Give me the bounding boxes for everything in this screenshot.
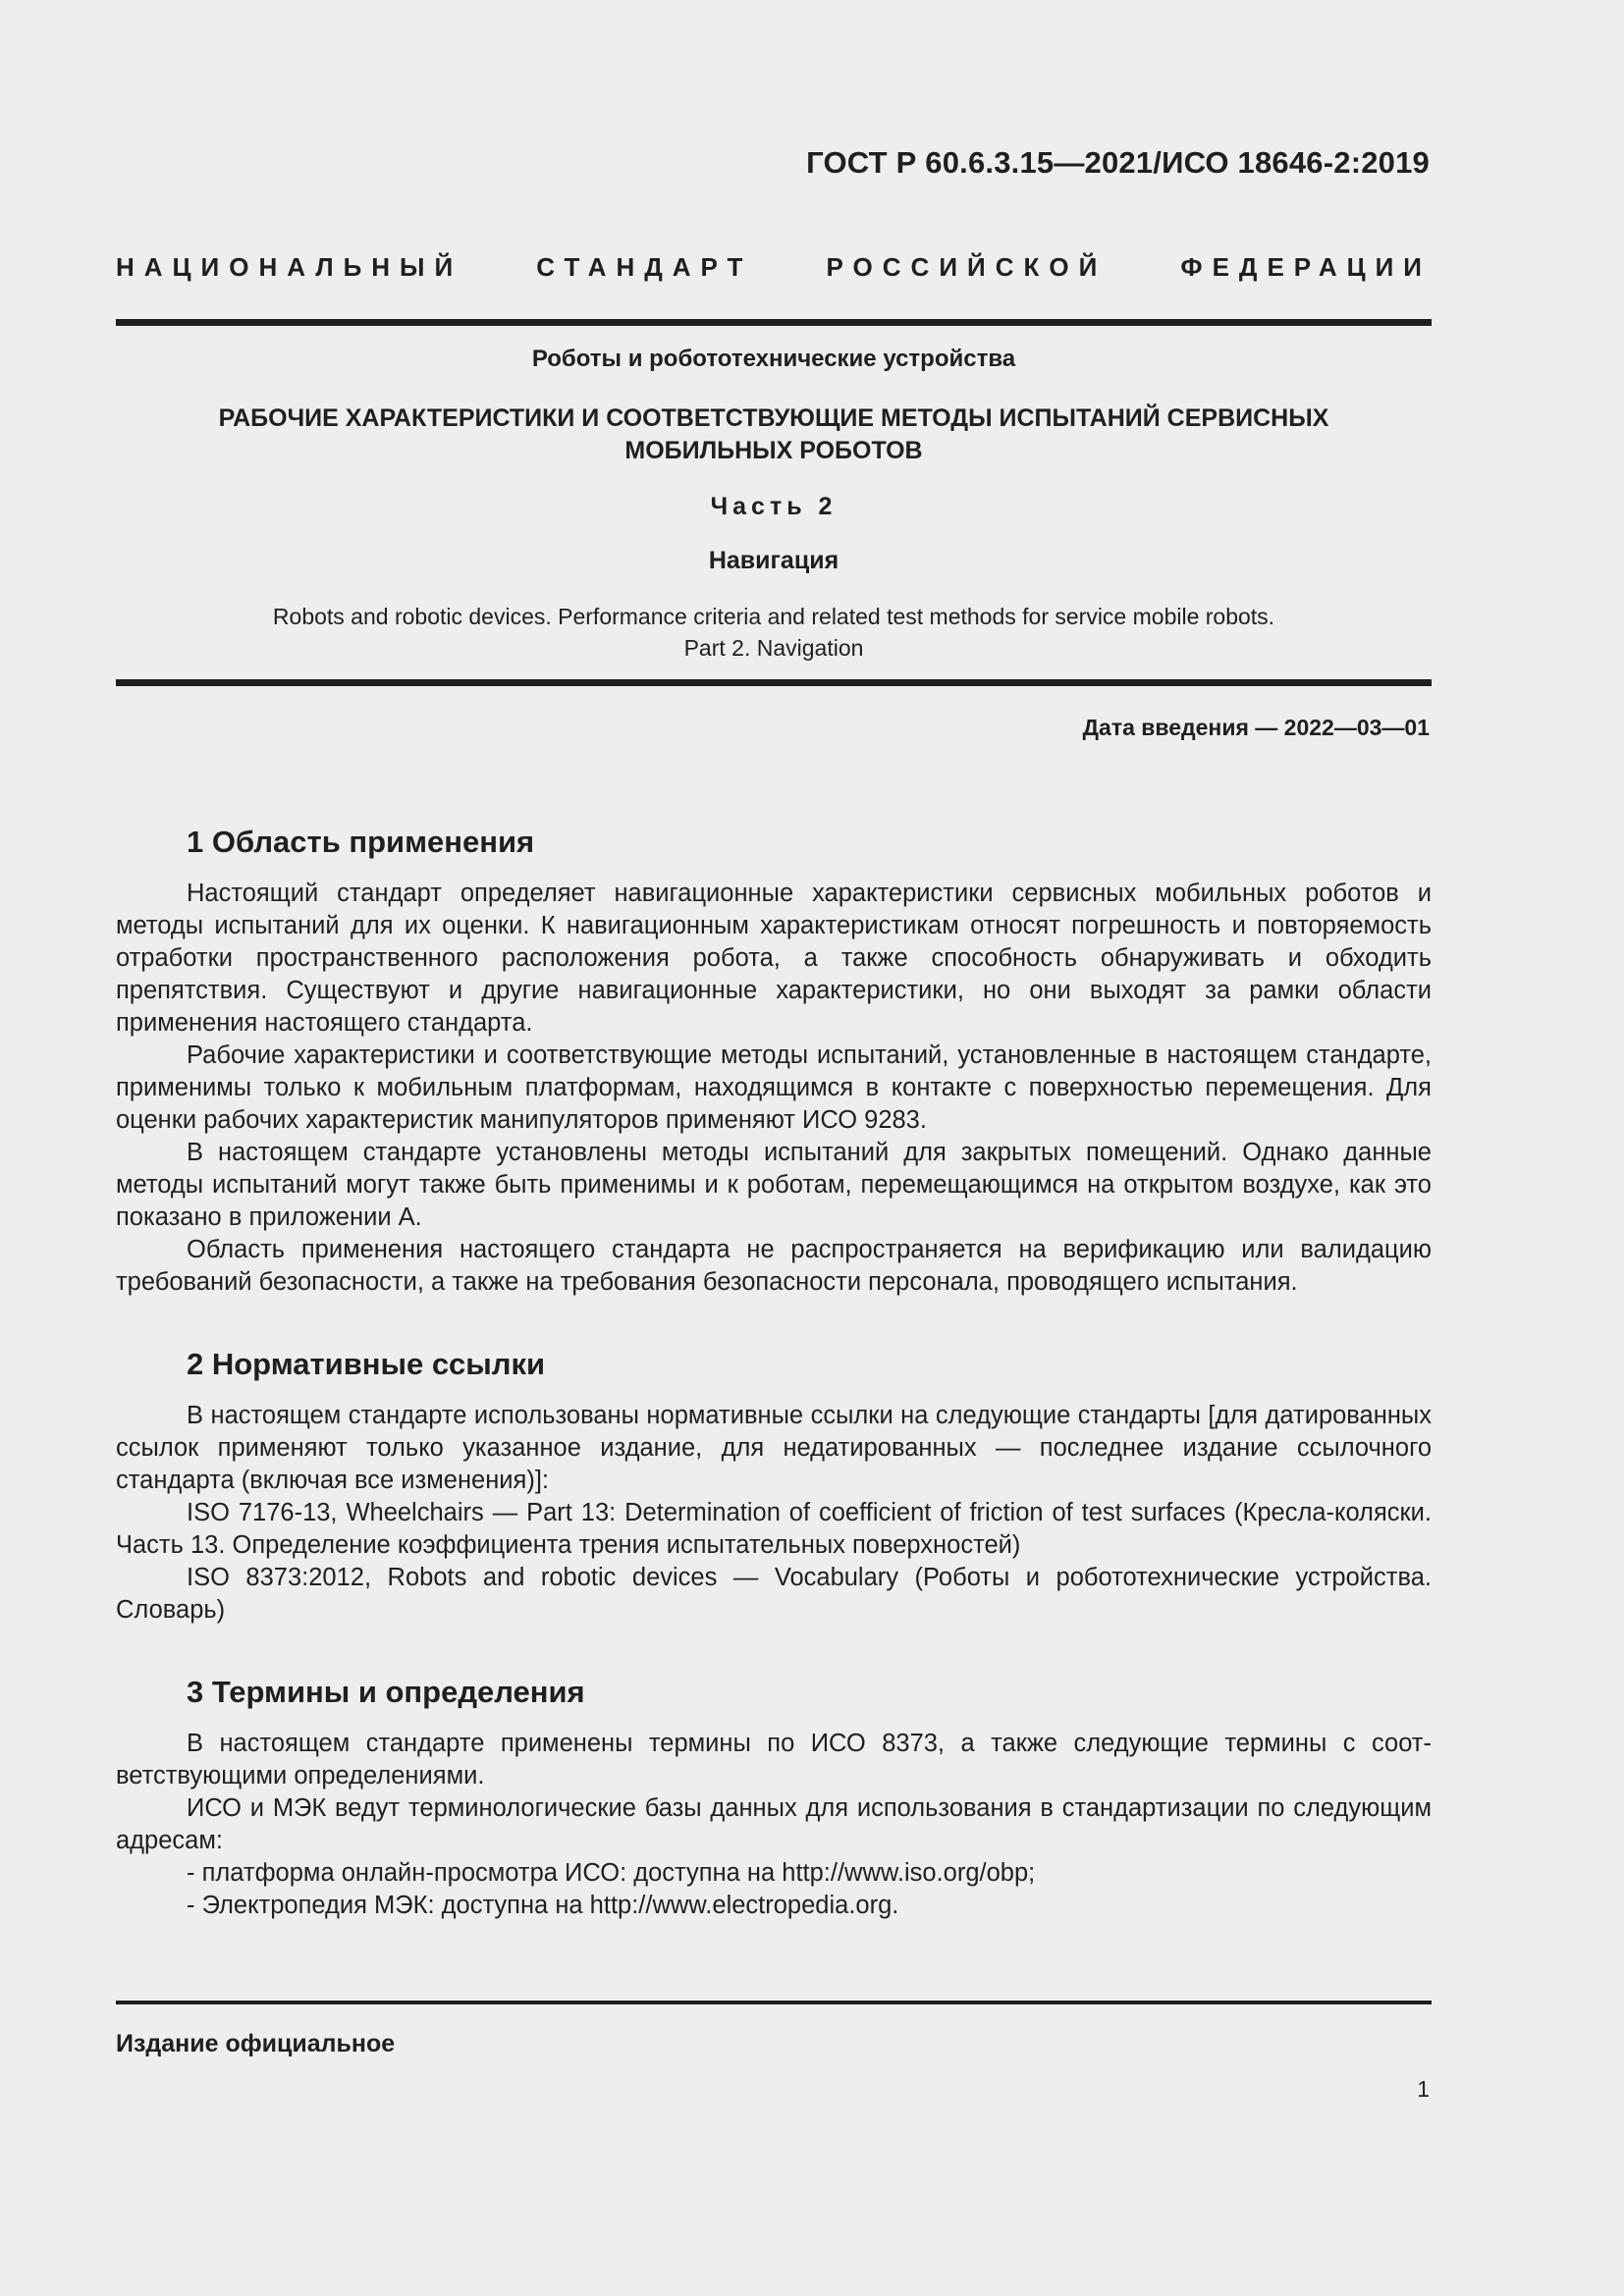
section-2-heading: 2 Нормативные ссылки [187, 1347, 546, 1381]
part-label: Часть 2 [710, 493, 838, 520]
page-number: 1 [1417, 2076, 1430, 2102]
section-3-paragraph: ИСО и МЭК ведут терминологические базы данных для использования в стандартизации по следующим адресам: [116, 1794, 1432, 1854]
edition-label: Издание официальное [116, 2030, 396, 2057]
english-title-line2: Part 2. Navigation [683, 635, 864, 661]
top-divider [116, 319, 1432, 326]
document-body [116, 819, 1432, 1922]
reference-item: ISO 7176-13, Wheelchairs — Part 13: Determination of coefficient of friction of test surfaces (Кресла-коляски. Часть 13. Определение коэффициента трения испытательных поверхностей) [116, 1499, 1432, 1559]
reference-item: ISO 8373:2012, Robots and robotic devices — Vocabulary (Роботы и робототехнические устройства. Словарь) [116, 1564, 1432, 1624]
english-title-line1: Robots and robotic devices. Performance criteria and related test methods for service mobile robots. [272, 604, 1275, 629]
section-1-paragraph: Область применения настоящего стандарта не распространяется на верификацию или валидацию требований безопасности, а также на требования безопасности персонала, проводящего испытания. [116, 1236, 1432, 1296]
section-1-paragraph: В настоящем стандарте установлены методы испытаний для закрытых помещений. Однако данные методы испытаний могут также быть применимы и к роботам, перемещающимся на открытом воздухе, как это показано в приложении А. [116, 1139, 1432, 1231]
title-divider [116, 679, 1432, 686]
document-title-line1: РАБОЧИЕ ХАРАКТЕРИСТИКИ И СООТВЕТСТВУЮЩИЕ МЕТОДЫ ИСПЫТАНИЙ СЕРВИСНЫХ [218, 404, 1329, 432]
list-item: - Электропедия МЭК: доступна на http://www.electropedia.org. [187, 1892, 899, 1919]
national-standard-label: НАЦИОНАЛЬНЫЙ СТАНДАРТ РОССИЙСКОЙ ФЕДЕРАЦИИ [116, 252, 1432, 282]
introduction-date: Дата введения — 2022—03—01 [1082, 715, 1430, 740]
section-3-heading: 3 Термины и определения [187, 1675, 585, 1709]
footer-divider [116, 2001, 1432, 2004]
list-item: - платформа онлайн-просмотра ИСО: доступна на http://www.iso.org/obp; [187, 1859, 1036, 1887]
section-1-paragraph: Настоящий стандарт определяет навигационные характеристики сервисных мобильных роботов и методы испытаний для их оценки. К навигационным характеристикам относят погрешность и повторяемость отработки пространственного расположения робота, а также способность обнаруживать и обходить препятствия. Существуют и другие навигационные характеристики, но они выходят за рамки области применения настоящего стандарта. [116, 880, 1432, 1037]
section-3-paragraph: В настоящем стандарте применены термины по ИСО 8373, а также следующие термины с соответствующими определениями. [116, 1730, 1432, 1789]
series-title: Роботы и робототехнические устройства [531, 346, 1016, 372]
part-subtitle: Навигация [708, 547, 839, 574]
section-2-paragraph: В настоящем стандарте использованы нормативные ссылки на следующие стандарты [для датированных ссылок применяют только указанное издание, для недатированных — последнее издание ссылочного стандарта (включая все изменения)]: [116, 1402, 1432, 1494]
english-title [116, 601, 1432, 664]
document-code: ГОСТ Р 60.6.3.15—2021/ИСО 18646-2:2019 [806, 145, 1430, 180]
section-1-heading: 1 Область применения [187, 825, 535, 859]
document-title [116, 402, 1432, 467]
section-1-paragraph: Рабочие характеристики и соответствующие методы испытаний, установленные в настоящем стандарте, применимы только к мобильным платформам, находящимся в контакте с поверхностью перемещения. Для оценки рабочих характеристик манипуляторов применяют ИСО 9283. [116, 1041, 1432, 1134]
document-title-line2: МОБИЛЬНЫХ РОБОТОВ [624, 437, 923, 464]
